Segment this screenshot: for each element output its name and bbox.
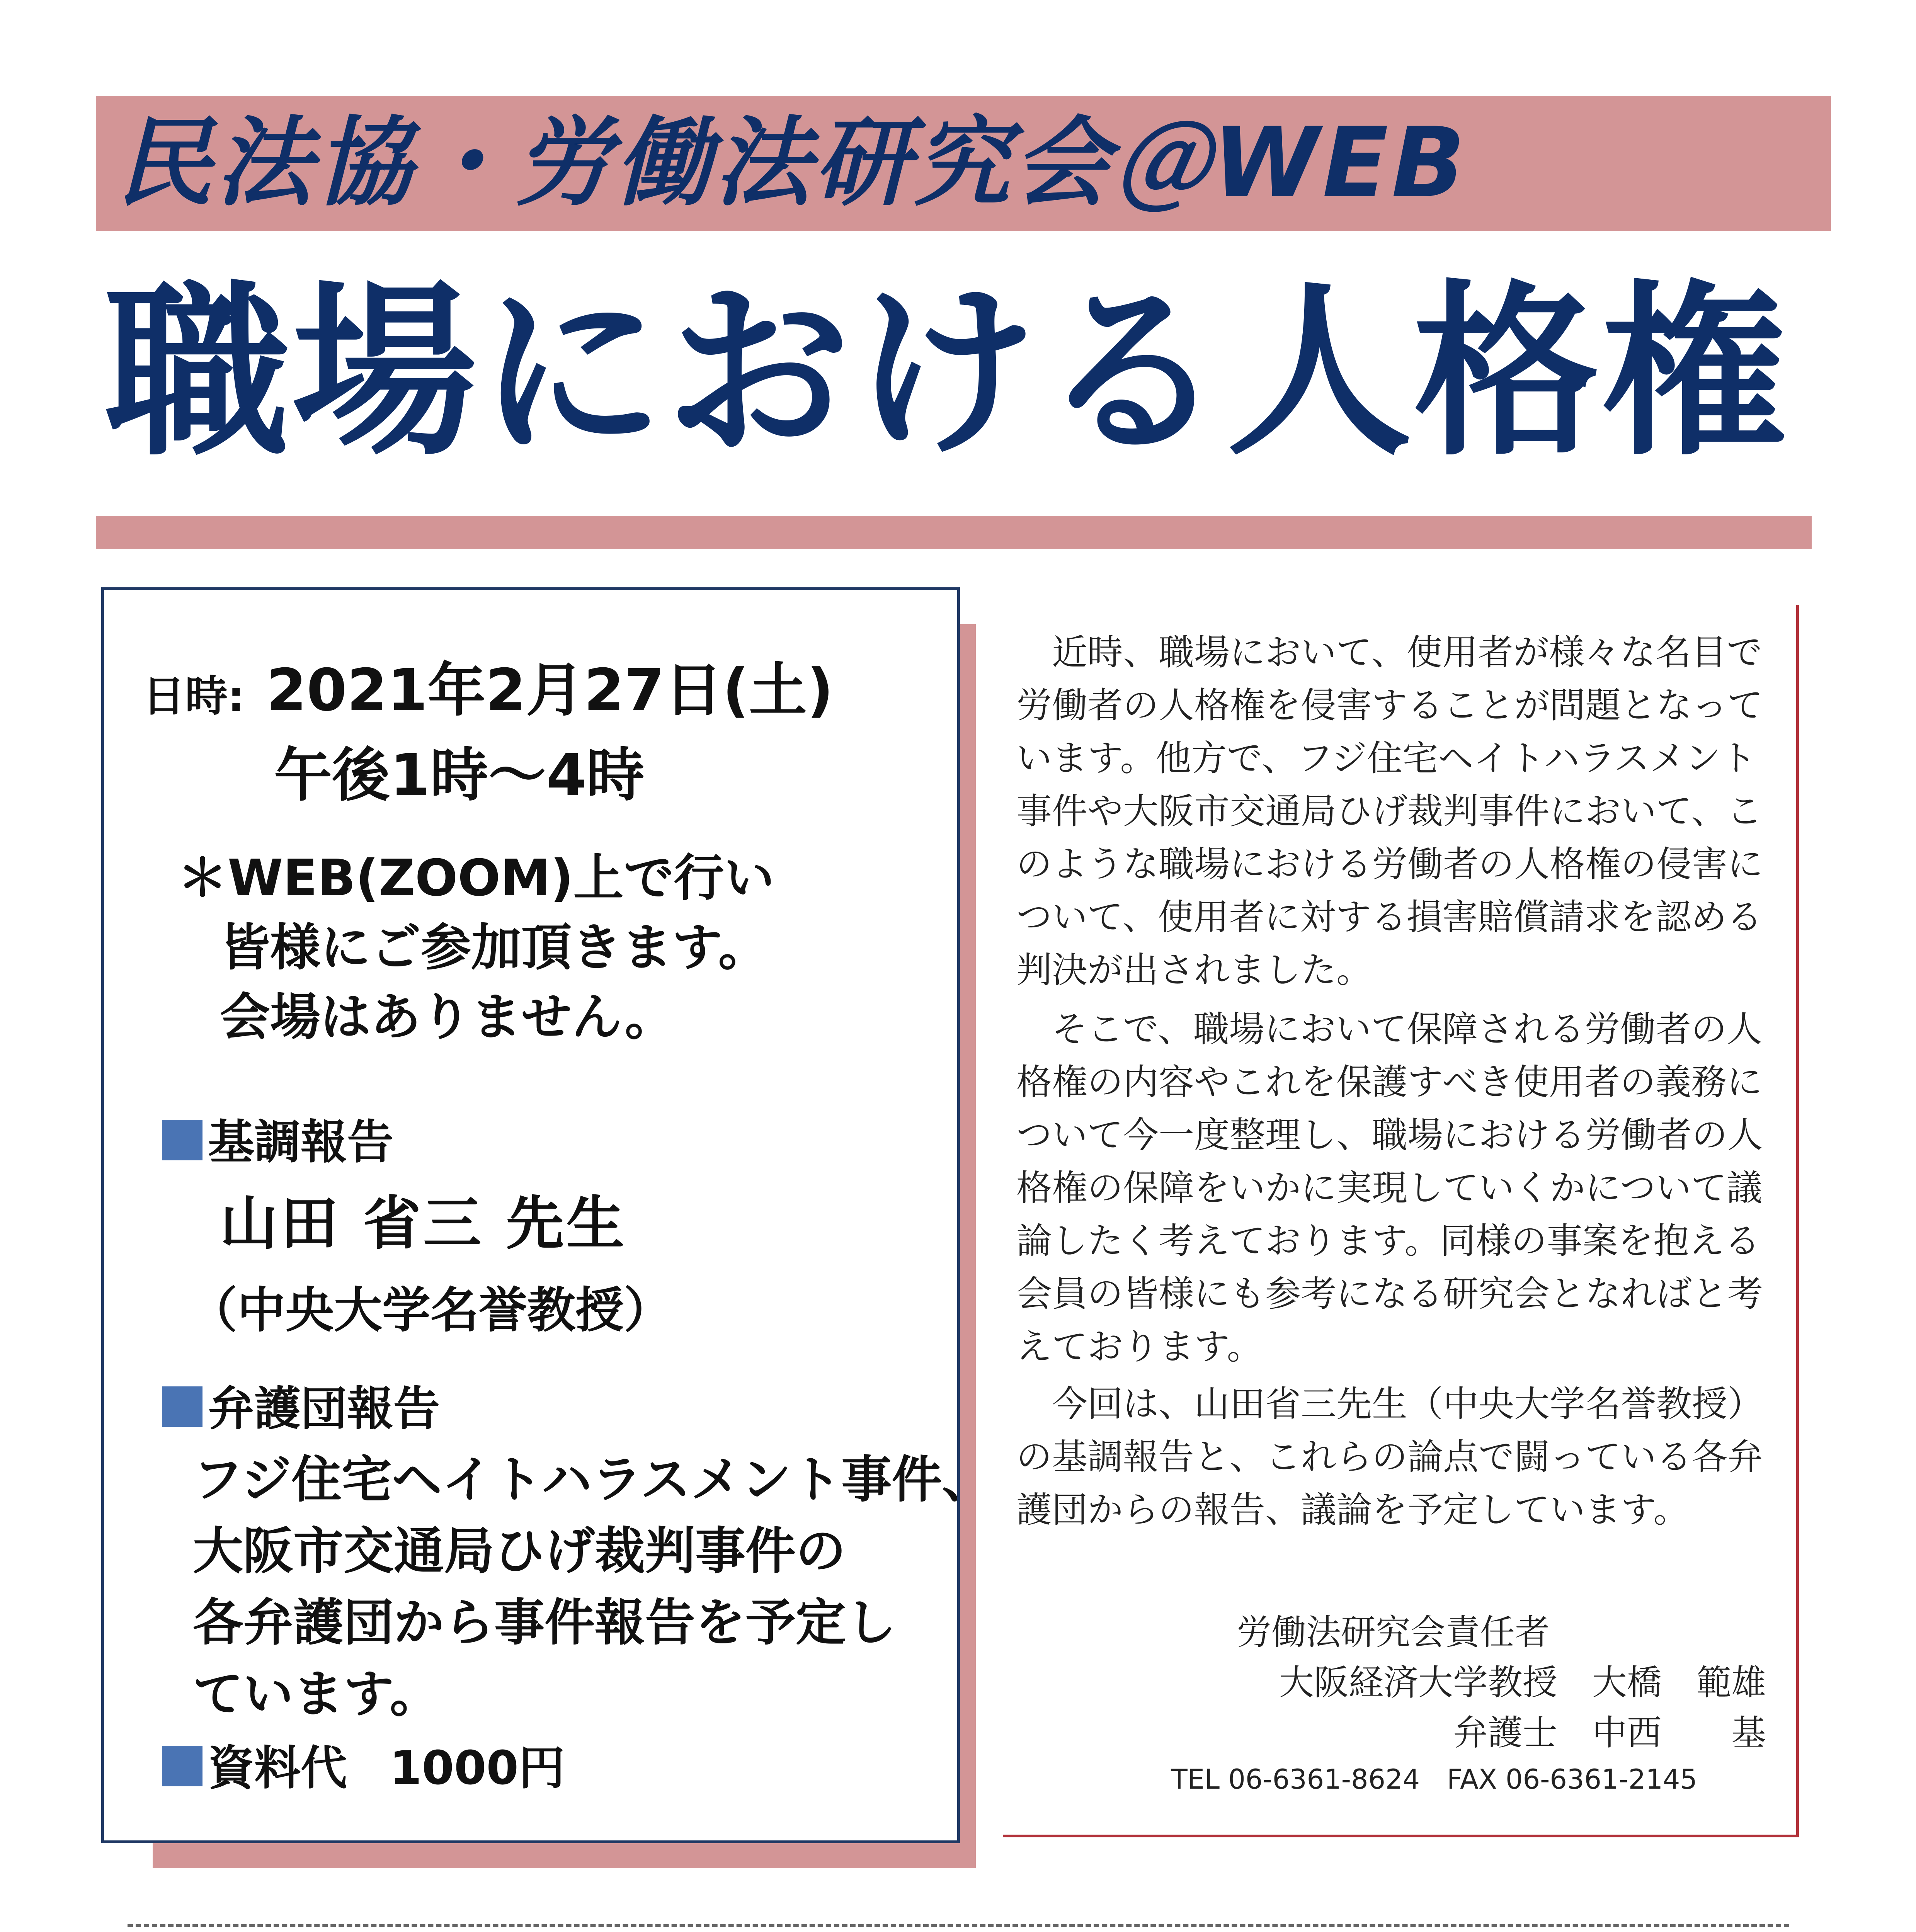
fee-heading: 資料代 bbox=[208, 1742, 347, 1795]
web-note-line-3: 会場はありません。 bbox=[220, 988, 675, 1046]
lawyers-line-4: ています。 bbox=[193, 1665, 440, 1723]
description-paragraph-2: そこで、職場において保障される労働者の人格権の内容やこれを保護すべき使用者の義務について今一度整理し、職場における労働者の人格権の保障をいかに実現していくかについて議論したく考えております。同様の事案を抱える会員の皆様にも参考になる研究会となればと考えております。 bbox=[1016, 1009, 1763, 1367]
datetime-value: 2021年2月27日(土) bbox=[266, 657, 834, 724]
speaker-name: 山田 省三 先生 bbox=[220, 1190, 627, 1257]
square-bullet-icon bbox=[162, 1746, 202, 1786]
lawyers-heading: 弁護団報告 bbox=[162, 1378, 440, 1440]
main-title: 職場における人格権 bbox=[104, 265, 1788, 481]
dashed-divider bbox=[128, 1924, 1789, 1927]
lawyers-line-1: フジ住宅ヘイトハラスメント事件、 bbox=[193, 1450, 992, 1509]
info-box bbox=[101, 587, 992, 1843]
description-paragraph-3: 今回は、山田省三先生（中央大学名誉教授）の基調報告と、これらの論点で闘っている各弁護団からの報告、議論を予定しています。 bbox=[1016, 1383, 1763, 1531]
web-note-line-2: 皆様にご参加頂きます。 bbox=[220, 918, 769, 977]
fee-row bbox=[162, 1738, 565, 1799]
event-subtitle: 民法協・労働法研究会＠WEB bbox=[116, 107, 1468, 219]
fee-value: 1000円 bbox=[390, 1742, 565, 1795]
square-bullet-icon bbox=[162, 1120, 202, 1160]
event-time: 午後1時～4時 bbox=[274, 742, 645, 809]
signature-role: 労働法研究会責任者 bbox=[1237, 1612, 1550, 1653]
keynote-heading: 基調報告 bbox=[162, 1112, 393, 1173]
description-paragraph-1: 近時、職場において、使用者が様々な名目で労働者の人格権を侵害することが問題となっています。他方で、フジ住宅ヘイトハラスメント事件や大阪市交通局ひげ裁判事件において、このような職場における労働者の人格権の侵害について、使用者に対する損害賠償請求を認める判決が出されました。 bbox=[1016, 632, 1763, 991]
speaker-affiliation: （中央大学名誉教授） bbox=[189, 1282, 672, 1338]
square-bullet-icon bbox=[162, 1386, 202, 1427]
lawyers-line-2: 大阪市交通局ひげ裁判事件の bbox=[193, 1522, 846, 1580]
datetime-label: 日時: bbox=[143, 672, 245, 721]
title-underline-bar bbox=[96, 516, 1812, 549]
web-note-line-1: ＊WEB(ZOOM)上で行い bbox=[177, 849, 774, 907]
signature-person-2: 弁護士 中西 基 bbox=[1453, 1713, 1766, 1753]
signature-person-1: 大阪経済大学教授 大橋 範雄 bbox=[1279, 1662, 1766, 1703]
lawyers-line-3: 各弁護団から事件報告を予定し bbox=[193, 1593, 897, 1652]
contact-numbers: TEL 06-6361-8624 FAX 06-6361-2145 bbox=[1171, 1764, 1697, 1795]
